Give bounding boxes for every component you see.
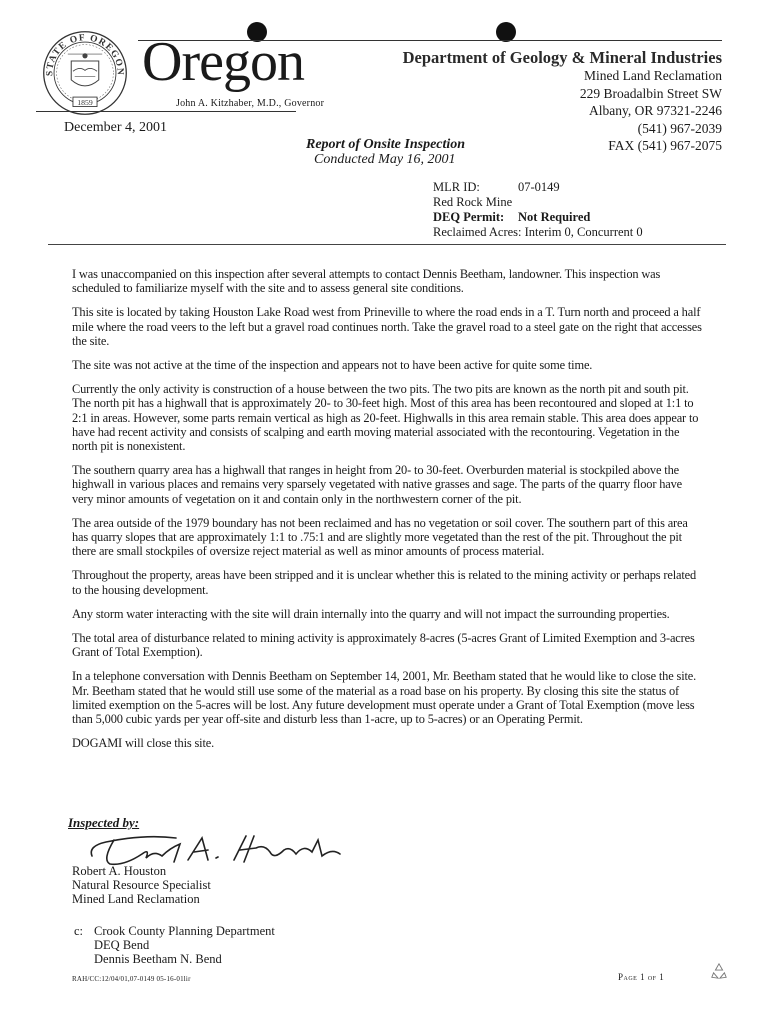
letter-date: December 4, 2001	[64, 120, 168, 135]
cc-recipient: DEQ Bend	[94, 938, 150, 952]
signer-name: Robert A. Houston	[72, 864, 167, 878]
body-paragraph: This site is located by taking Houston Lake Road west from Prineville to where the road ends in a T. Turn north and proceed a half mile where the road veers to the left but a gravel road continues north. Take the gravel road to a steel gate on the right that accesses the site.	[72, 305, 702, 348]
body-paragraph: I was unaccompanied on this inspection after several attempts to contact Dennis Beetham, landowner. This inspection was scheduled to familiarize myself with the site and to assess general site conditions.	[72, 267, 661, 296]
recycle-icon	[710, 962, 728, 980]
page-number: Page 1 of 1	[618, 972, 665, 982]
body-paragraph: Currently the only activity is construction of a house between the two pits. The two pits are known as the north pit and south pit. The north pit has a highwall that is approximately 20- to 30-feet high. Most of this area has been recontoured and sloped at 1:1 to 2:1 in areas. However, some parts remain vertical as high as 20-feet. Highwalls in this area remain stable. This area does appear to have had recent activity and consists of scalping and earth moving material associated with the recontouring. Vegetation in the north pit is nonexistent.	[72, 382, 699, 454]
cc-recipient: Dennis Beetham N. Bend	[94, 952, 222, 966]
body-paragraph: The total area of disturbance related to mining activity is approximately 8-acres (5-acres Grant of Limited Exemption and 3-acres Grant of Total Exemption).	[72, 631, 695, 660]
signer-division: Mined Land Reclamation	[72, 892, 200, 906]
oregon-state-seal	[42, 30, 128, 116]
body-paragraph: DOGAMI will close this site.	[72, 736, 215, 751]
handwritten-signature	[84, 820, 354, 870]
header-divider	[48, 244, 726, 245]
deq-permit-value: Not Required	[518, 210, 591, 224]
inspected-by-label: Inspected by:	[68, 815, 140, 830]
address-line: 229 Broadalbin Street SW	[579, 85, 722, 101]
svg-text:1859: 1859	[77, 97, 93, 107]
mlr-id-value: 07-0149	[518, 180, 560, 194]
signer-block	[72, 864, 211, 906]
report-body	[72, 267, 702, 760]
report-conducted-date: Conducted May 16, 2001	[314, 152, 456, 167]
punch-hole-right	[496, 22, 516, 42]
body-paragraph: The site was not active at the time of the inspection and appears not to have been active for quite some time.	[72, 358, 593, 373]
department-address	[580, 67, 722, 155]
body-paragraph: Any storm water interacting with the site will drain internally into the quarry and will not impact the surrounding properties.	[72, 606, 670, 621]
oregon-wordmark: Oregon	[142, 31, 304, 93]
address-line: Mined Land Reclamation	[584, 68, 722, 83]
department-name: Department of Geology & Mineral Industries	[402, 48, 722, 67]
phone-line: (541) 967-2039	[637, 120, 722, 136]
fax-line: FAX (541) 967-2075	[608, 138, 722, 153]
address-line: Albany, OR 97321-2246	[589, 103, 722, 118]
body-paragraph: The area outside of the 1979 boundary has not been reclaimed and has no vegetation or soil cover. The southern part of this area has quarry slopes that are approximately 1:1 to .75:1 and are slightly more vegetated than the rest of the pit. Throughout the pit there are small stockpiles of oversize reject material as well as minor amounts of process material.	[72, 515, 688, 559]
site-name: Red Rock Mine	[433, 195, 513, 209]
reclaimed-acres: Reclaimed Acres: Interim 0, Concurrent 0	[433, 225, 643, 239]
governor-rule	[36, 111, 296, 112]
signer-title: Natural Resource Specialist	[72, 878, 211, 892]
body-paragraph: In a telephone conversation with Dennis Beetham on September 14, 2001, Mr. Beetham stated that he would like to close the site. Mr. Beetham stated that he would still use some of the material as a road base on his property. By closing this site the status of limited exemption on the 5-acres will be lost. Any future development must operate under a Grant of Total Exemption (move less than 5,000 cubic yards per year off-site and disturb less than 1-acre, up to 5-acres) or an Operating Permit.	[72, 669, 697, 727]
body-paragraph: The southern quarry area has a highwall that ranges in height from 20- to 30-feet. Overburden material is stockpiled above the highwall in various places and remains very sparsely vegetated with native grasses and sage. The parts of the quarry floor have very minor amounts of vegetation on it and contain only in the northwestern corner of the pit.	[72, 463, 683, 506]
svg-text:STATE OF OREGON: STATE OF OREGON	[45, 33, 125, 77]
cc-recipients	[94, 924, 275, 966]
cc-recipient: Crook County Planning Department	[94, 924, 275, 938]
mlr-id-label: MLR ID:	[433, 180, 480, 194]
deq-permit-label: DEQ Permit:	[433, 210, 505, 224]
governor-line: John A. Kitzhaber, M.D., Governor	[176, 98, 325, 109]
file-reference: RAH/CC:12/04/01,07-0149 05-16-01lir	[72, 975, 191, 983]
cc-label: c:	[74, 924, 84, 938]
report-title: Report of Onsite Inspection	[306, 137, 466, 152]
body-paragraph: Throughout the property, areas have been stripped and it is unclear whether this is related to the mining activity or perhaps related to the housing development.	[72, 568, 697, 597]
site-info-block	[433, 180, 643, 240]
